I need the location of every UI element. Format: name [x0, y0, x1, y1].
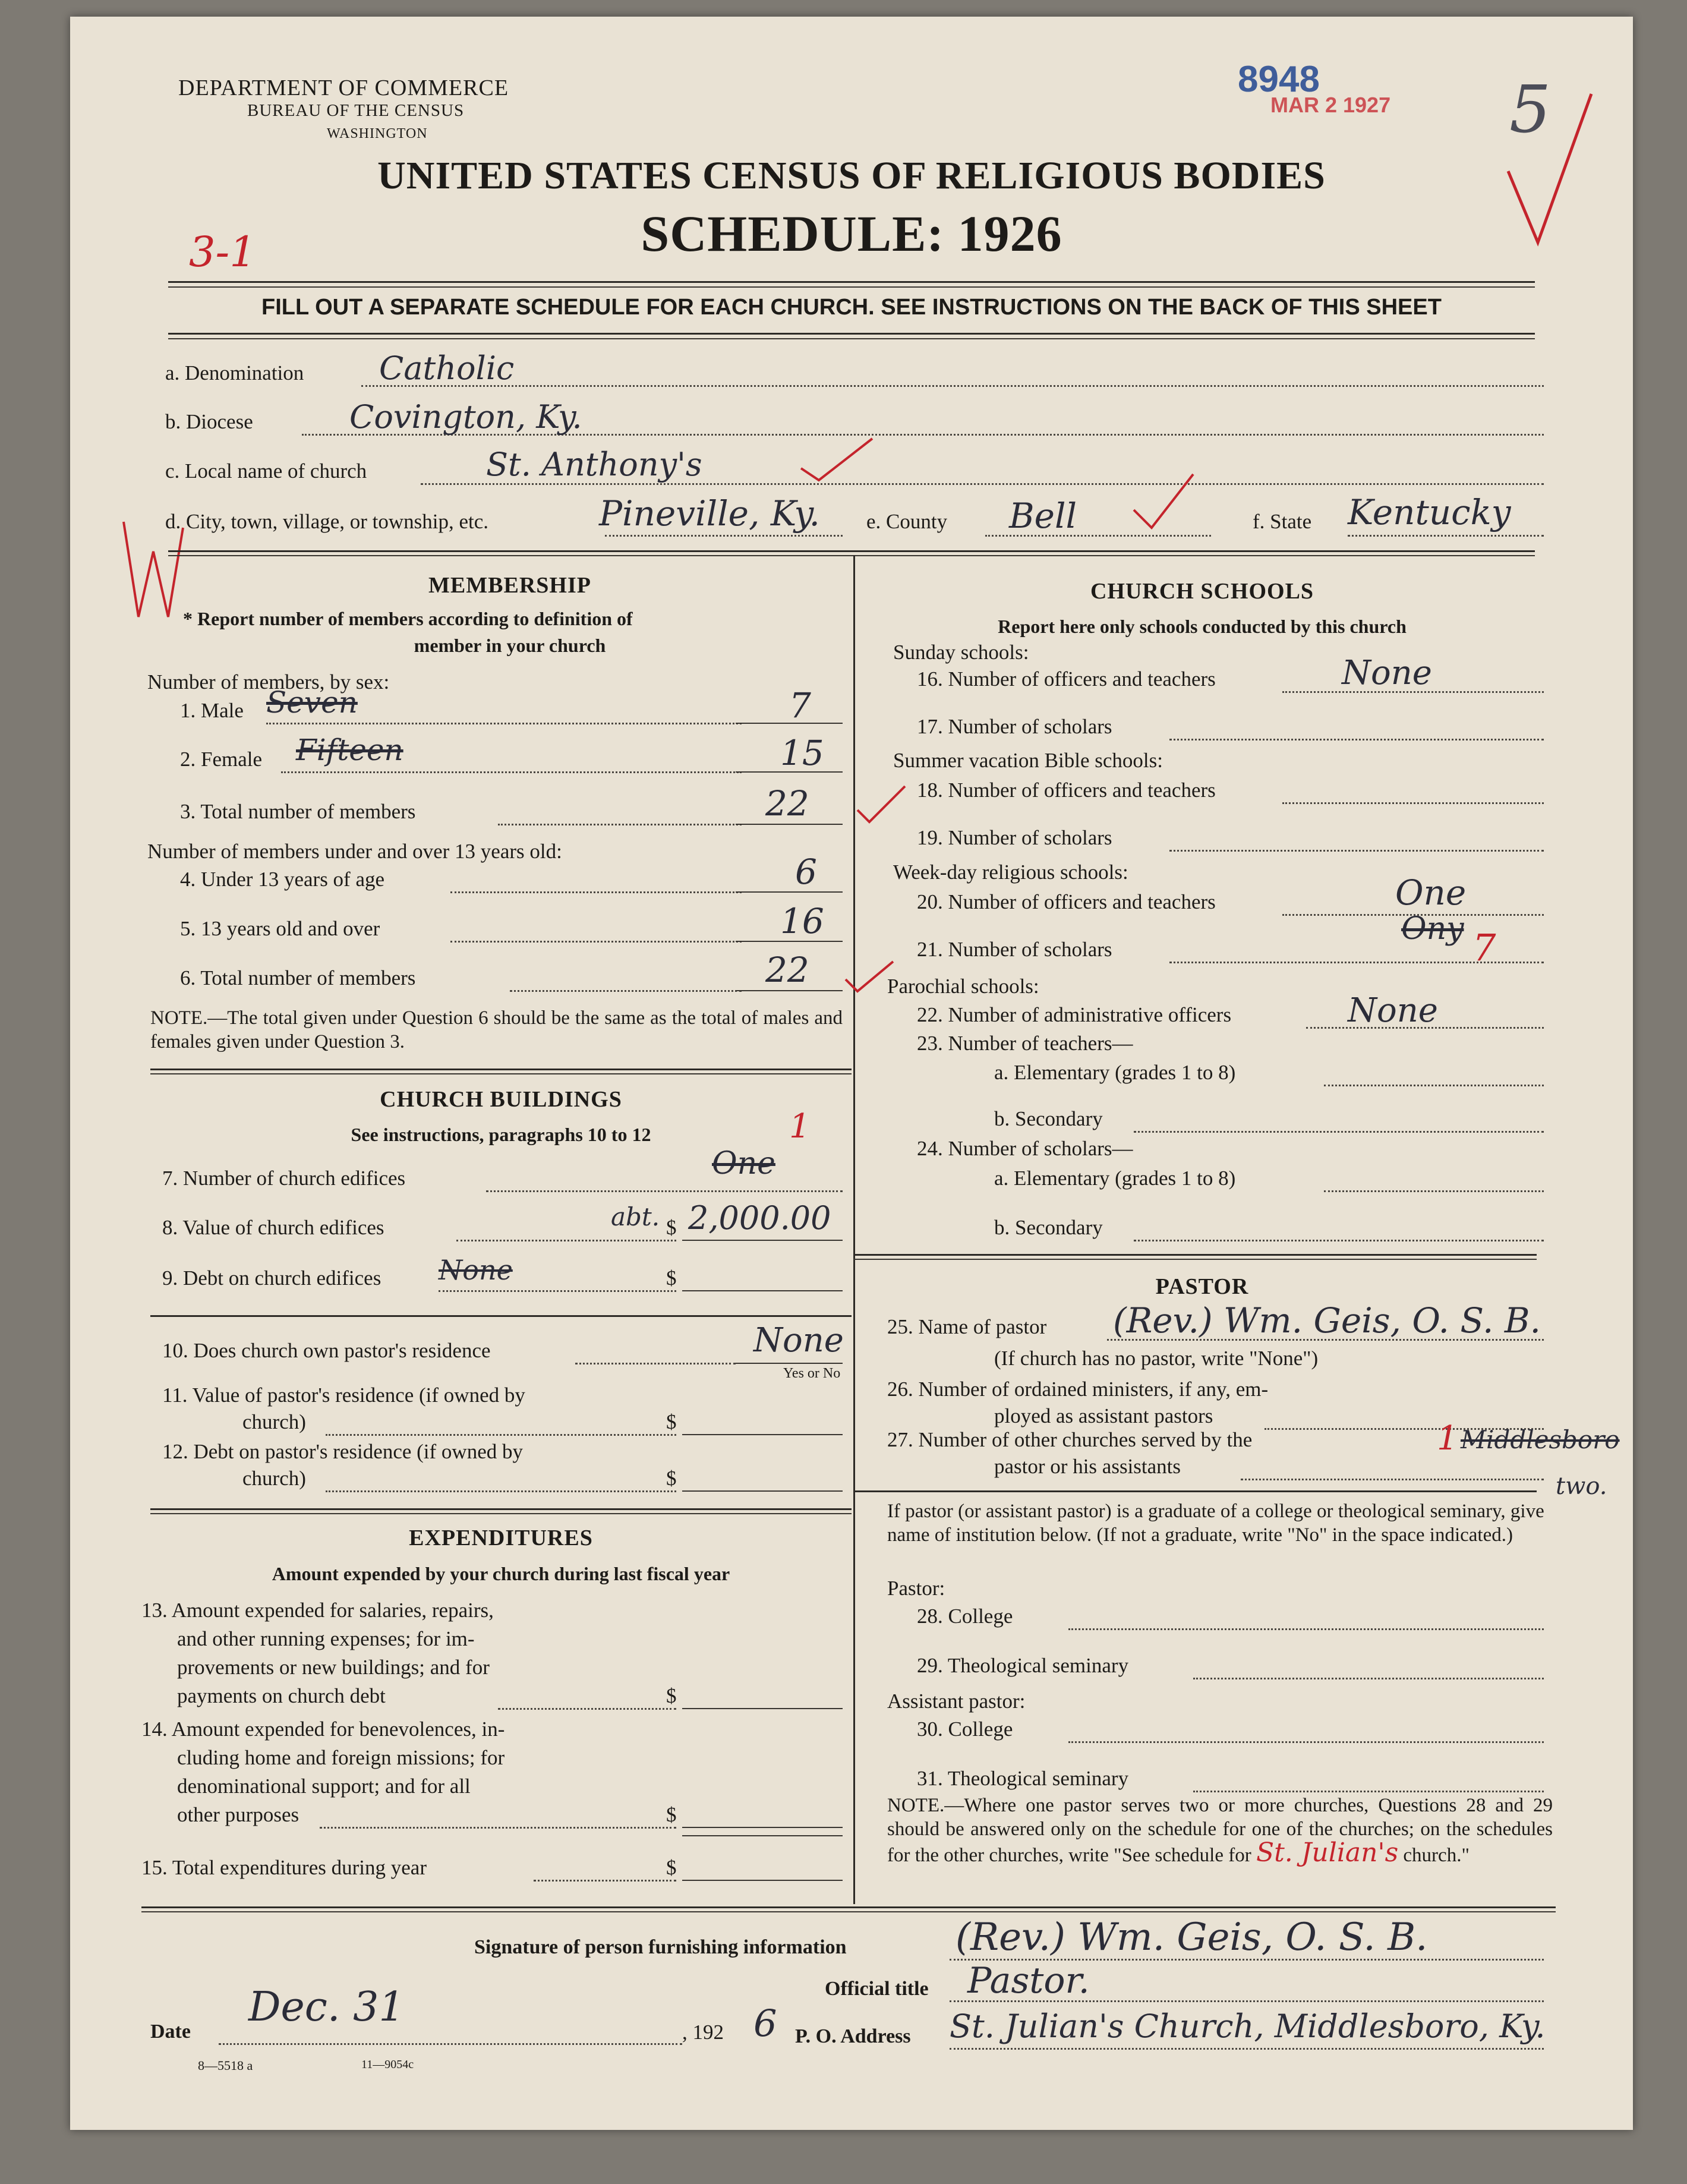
county-value[interactable]: Bell [1009, 496, 1077, 536]
state-value[interactable]: Kentucky [1348, 492, 1511, 532]
q6-value[interactable]: 22 [765, 950, 809, 990]
q27-label-a: 27. Number of other churches served by the [887, 1428, 1253, 1451]
signature-value[interactable]: (Rev.) Wm. Geis, O. S. B. [956, 1915, 1428, 1959]
by-sex-label: Number of members, by sex: [147, 670, 390, 694]
q14-dollar: $ [666, 1803, 677, 1826]
summer-schools-label: Summer vacation Bible schools: [893, 749, 1163, 772]
assistant-header: Assistant pastor: [887, 1690, 1026, 1713]
buildings-sub: See instructions, paragraphs 10 to 12 [351, 1124, 651, 1145]
expenditures-title: EXPENDITURES [409, 1526, 593, 1550]
q10-value[interactable]: None [753, 1321, 844, 1360]
q20-label: 20. Number of officers and teachers [917, 890, 1216, 913]
q21-red-mark: 7 [1472, 926, 1496, 969]
parochial-schools-label: Parochial schools: [887, 975, 1039, 998]
q24-label: 24. Number of scholars— [917, 1137, 1133, 1160]
denomination-value[interactable]: Catholic [379, 349, 515, 387]
q3-label: 3. Total number of members [180, 800, 416, 823]
pastor-note-end: church." [1403, 1845, 1470, 1866]
q13-line-1: 13. Amount expended for salaries, repairs, [141, 1599, 494, 1622]
department-label: DEPARTMENT OF COMMERCE [178, 75, 509, 100]
expenditures-sub: Amount expended by your church during last fiscal year [272, 1563, 730, 1584]
q24b-label: b. Secondary [994, 1216, 1103, 1239]
membership-title: MEMBERSHIP [428, 573, 591, 598]
q2-word: Fifteen [296, 733, 403, 767]
q23b-label: b. Secondary [994, 1107, 1103, 1130]
q9-dollar: $ [666, 1266, 677, 1290]
q5-value[interactable]: 16 [780, 901, 824, 941]
by-age-label: Number of members under and over 13 years old: [147, 840, 562, 863]
q13-dollar: $ [666, 1684, 677, 1707]
q14-line-4: other purposes [177, 1803, 299, 1826]
red-tick-e [1128, 468, 1199, 534]
q8-label: 8. Value of church edifices [162, 1216, 384, 1239]
q25-value[interactable]: (Rev.) Wm. Geis, O. S. B. [1113, 1300, 1541, 1341]
q1-label: 1. Male [180, 699, 244, 722]
q25-label: 25. Name of pastor [887, 1315, 1047, 1338]
q21-value[interactable]: Ony [1401, 911, 1464, 947]
q7-label: 7. Number of church edifices [162, 1167, 406, 1190]
q21-label: 21. Number of scholars [917, 938, 1112, 961]
pastor-note-fill[interactable]: St. Julian's [1256, 1838, 1399, 1868]
year-digit[interactable]: 6 [753, 2002, 777, 2045]
q14-line-2: cluding home and foreign missions; for [177, 1746, 505, 1769]
q14-line-1: 14. Amount expended for benevolences, in- [141, 1717, 505, 1741]
q22-value[interactable]: None [1348, 991, 1438, 1030]
state-label: f. State [1253, 510, 1312, 533]
q25-hint: (If church has no pastor, write "None") [994, 1347, 1319, 1370]
local-name-value[interactable]: St. Anthony's [486, 446, 702, 483]
pastor-header: Pastor: [887, 1577, 945, 1600]
q19-label: 19. Number of scholars [917, 826, 1112, 849]
pastor-note-text: NOTE.—Where one pastor serves two or more churches, Questions 28 and 29 should be answered only on the schedule for one of the churches; on the schedules for the other churches, write "See schedule for [887, 1795, 1553, 1866]
form-title: UNITED STATES CENSUS OF RELIGIOUS BODIES [377, 154, 1326, 197]
q11-label-b: church) [242, 1410, 306, 1433]
red-tick-q3 [854, 780, 908, 828]
q16-value[interactable]: None [1342, 654, 1432, 692]
q16-label: 16. Number of officers and teachers [917, 667, 1216, 691]
q13-line-4: payments on church debt [177, 1684, 386, 1707]
city-label: WASHINGTON [327, 126, 428, 141]
census-schedule-sheet [70, 17, 1633, 2130]
membership-intro-1: * Report number of members according to definition of [183, 608, 633, 629]
year-prefix: , 192 [682, 2021, 724, 2044]
q9-value: None [439, 1254, 513, 1286]
denomination-label: a. Denomination [165, 361, 304, 385]
q11-dollar: $ [666, 1410, 677, 1433]
signature-label: Signature of person furnishing information [474, 1936, 847, 1958]
q26-label-a: 26. Number of ordained ministers, if any, em- [887, 1378, 1269, 1401]
received-stamp-date: MAR 2 1927 [1270, 93, 1391, 117]
membership-note: NOTE.—The total given under Question 6 should be the same as the total of males and females given under Question 3. [150, 1007, 843, 1052]
q7-value[interactable]: One [712, 1146, 775, 1181]
q31-label: 31. Theological seminary [917, 1767, 1129, 1790]
pastor-note [887, 1794, 1553, 1867]
q9-label: 9. Debt on church edifices [162, 1266, 381, 1290]
q27-red-mark: 1 [1437, 1419, 1458, 1458]
weekday-schools-label: Week-day religious schools: [893, 861, 1128, 884]
po-address-label: P. O. Address [795, 2025, 911, 2047]
q12-dollar: $ [666, 1467, 677, 1490]
q14-line-3: denominational support; and for all [177, 1775, 471, 1798]
print-code: 11—9054c [361, 2058, 414, 2071]
q20-value[interactable]: One [1395, 872, 1467, 913]
q13-line-2: and other running expenses; for im- [177, 1627, 475, 1650]
sunday-schools-label: Sunday schools: [893, 641, 1029, 664]
red-tick-c [795, 433, 878, 486]
q17-label: 17. Number of scholars [917, 715, 1112, 738]
q23a-label: a. Elementary (grades 1 to 8) [994, 1061, 1236, 1084]
form-number: 8—5518 a [198, 2058, 253, 2073]
q3-value[interactable]: 22 [765, 783, 809, 824]
q11-label-a: 11. Value of pastor's residence (if owned by [162, 1383, 525, 1407]
q28-label: 28. College [917, 1605, 1013, 1628]
q27-value[interactable]: Middlesboro [1461, 1425, 1620, 1454]
q8-prefix: abt. [611, 1202, 660, 1231]
q30-label: 30. College [917, 1717, 1013, 1741]
schools-title: CHURCH SCHOOLS [1090, 579, 1314, 604]
q18-label: 18. Number of officers and teachers [917, 779, 1216, 802]
schedule-title: SCHEDULE: 1926 [641, 205, 1062, 262]
q2-value[interactable]: 15 [780, 733, 824, 773]
schools-sub: Report here only schools conducted by this church [998, 616, 1407, 637]
q2-label: 2. Female [180, 748, 263, 771]
q8-value[interactable]: 2,000.00 [688, 1199, 831, 1237]
q13-line-3: provements or new buildings; and for [177, 1656, 490, 1679]
q10-hint: Yes or No [783, 1366, 841, 1381]
official-title-label: Official title [825, 1978, 929, 2000]
buildings-title: CHURCH BUILDINGS [380, 1087, 622, 1112]
q24a-label: a. Elementary (grades 1 to 8) [994, 1167, 1236, 1190]
q4-label: 4. Under 13 years of age [180, 868, 385, 891]
file-mark: 3-1 [189, 228, 256, 276]
city-value[interactable]: Pineville, Ky. [599, 493, 820, 534]
q22-label: 22. Number of administrative officers [917, 1003, 1232, 1026]
instructions-banner: FILL OUT A SEPARATE SCHEDULE FOR EACH CHURCH. SEE INSTRUCTIONS ON THE BACK OF THIS SHEET [261, 295, 1442, 320]
q15-dollar: $ [666, 1856, 677, 1879]
local-name-label: c. Local name of church [165, 459, 367, 483]
q27-label-b: pastor or his assistants [994, 1455, 1181, 1478]
q1-value[interactable]: 7 [789, 685, 811, 726]
q10-label: 10. Does church own pastor's residence [162, 1339, 491, 1362]
official-title-value[interactable]: Pastor. [967, 1960, 1090, 2002]
q7-red-mark: 1 [789, 1107, 811, 1146]
q6-label: 6. Total number of members [180, 966, 416, 989]
q29-label: 29. Theological seminary [917, 1654, 1129, 1677]
membership-intro-2: member in your church [414, 635, 606, 656]
pastor-title: PASTOR [1155, 1274, 1249, 1299]
diocese-label: b. Diocese [165, 410, 253, 433]
q4-value[interactable]: 6 [795, 852, 817, 892]
q1-word: Seven [266, 685, 358, 720]
date-value[interactable]: Dec. 31 [248, 1984, 405, 2031]
q8-dollar: $ [666, 1216, 677, 1239]
q5-label: 5. 13 years old and over [180, 917, 380, 940]
po-address-value[interactable]: St. Julian's Church, Middlesboro, Ky. [950, 2007, 1546, 2045]
q12-label-a: 12. Debt on pastor's residence (if owned by [162, 1440, 523, 1463]
corner-pencil-mark: 5 [1509, 71, 1551, 147]
q23-label: 23. Number of teachers— [917, 1032, 1133, 1055]
city-label-d: d. City, town, village, or township, etc. [165, 510, 489, 533]
received-stamp-number: 8948 [1238, 59, 1320, 100]
bureau-label: BUREAU OF THE CENSUS [247, 101, 465, 120]
date-label: Date [150, 2021, 191, 2043]
q26-label-b: ployed as assistant pastors [994, 1404, 1213, 1427]
q12-label-b: church) [242, 1467, 306, 1490]
q27-value-2: two. [1556, 1473, 1607, 1500]
diocese-value[interactable]: Covington, Ky. [349, 398, 582, 436]
graduate-note: If pastor (or assistant pastor) is a graduate of a college or theological seminary, give name of institution below. (If not a graduate, write "No" in the space indicated.) [887, 1501, 1544, 1546]
q15-label: 15. Total expenditures during year [141, 1856, 427, 1879]
county-label: e. County [866, 510, 948, 533]
